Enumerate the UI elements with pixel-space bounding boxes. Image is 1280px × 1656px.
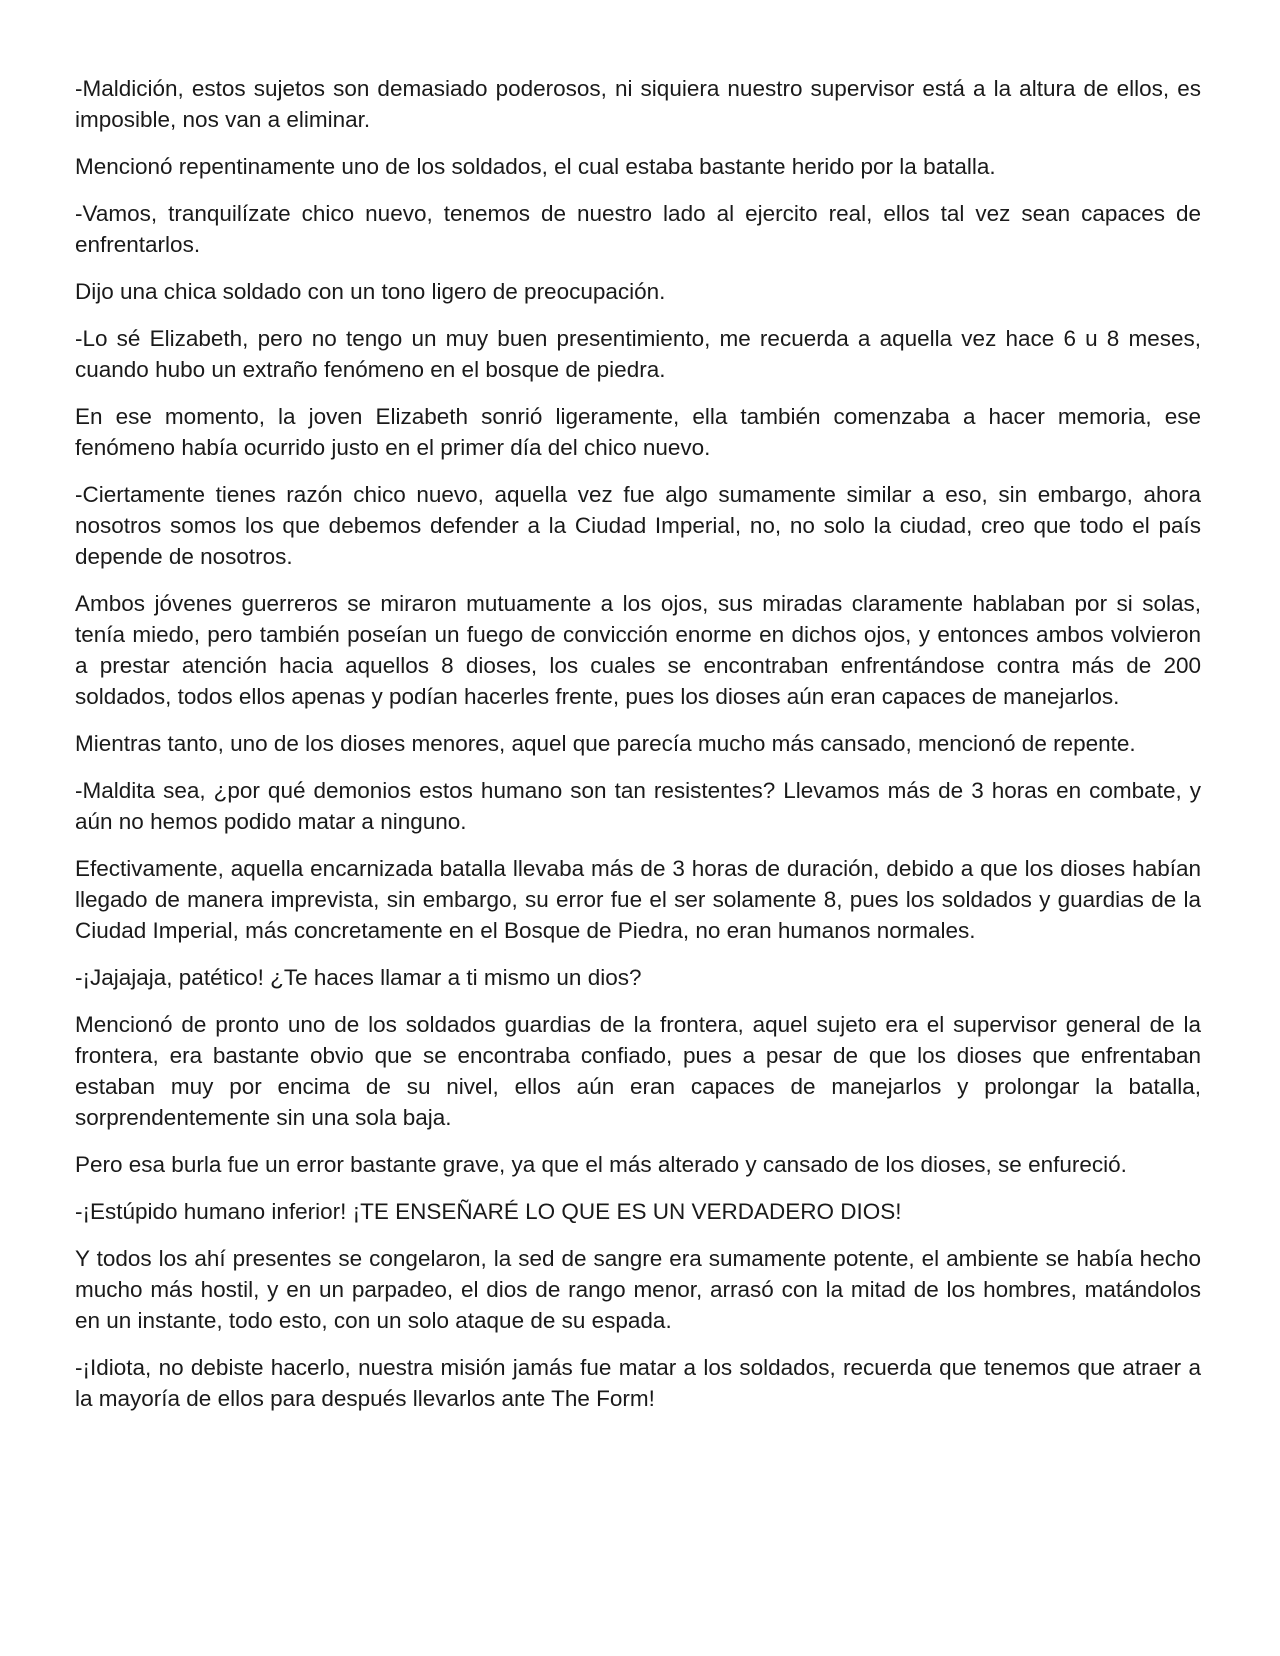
paragraph: Efectivamente, aquella encarnizada batalla llevaba más de 3 horas de duración, debido a que los dioses habían llegado de manera imprevista, sin embargo, su error fue el ser solamente 8, pues los soldados y guardias de la Ciudad Imperial, más concretamente en el Bosque de Piedra, no eran humanos normales. xyxy=(75,856,1201,943)
paragraph: -¡Idiota, no debiste hacerlo, nuestra misión jamás fue matar a los soldados, recuerda que tenemos que atraer a la mayoría de ellos para después llevarlos ante The Form! xyxy=(75,1355,1201,1411)
paragraph: -Maldita sea, ¿por qué demonios estos humano son tan resistentes? Llevamos más de 3 horas en combate, y aún no hemos podido matar a ninguno. xyxy=(75,778,1201,834)
paragraph: Dijo una chica soldado con un tono ligero de preocupación. xyxy=(75,279,666,304)
paragraph: Pero esa burla fue un error bastante grave, ya que el más alterado y cansado de los dioses, se enfureció. xyxy=(75,1152,1127,1177)
paragraph: -Lo sé Elizabeth, pero no tengo un muy buen presentimiento, me recuerda a aquella vez hace 6 u 8 meses, cuando hubo un extraño fenómeno en el bosque de piedra. xyxy=(75,326,1201,382)
paragraph: Mientras tanto, uno de los dioses menores, aquel que parecía mucho más cansado, mencionó de repente. xyxy=(75,731,1136,756)
paragraph: -Maldición, estos sujetos son demasiado poderosos, ni siquiera nuestro supervisor está a la altura de ellos, es imposible, nos van a eliminar. xyxy=(75,76,1201,132)
paragraph: -¡Estúpido humano inferior! ¡TE ENSEÑARÉ LO QUE ES UN VERDADERO DIOS! xyxy=(75,1199,902,1224)
paragraph: Mencionó repentinamente uno de los soldados, el cual estaba bastante herido por la batalla. xyxy=(75,154,996,179)
paragraph: -Ciertamente tienes razón chico nuevo, aquella vez fue algo sumamente similar a eso, sin embargo, ahora nosotros somos los que debemos defender a la Ciudad Imperial, no, no solo la ciudad, creo que todo el país depende de nosotros. xyxy=(75,482,1201,569)
paragraph: Ambos jóvenes guerreros se miraron mutuamente a los ojos, sus miradas claramente hablaban por si solas, tenía miedo, pero también poseían un fuego de convicción enorme en dichos ojos, y entonces ambos volvieron a prestar atención hacia aquellos 8 dioses, los cuales se encontraban enfrentándose contra más de 200 soldados, todos ellos apenas y podían hacerles frente, pues los dioses aún eran capaces de manejarlos. xyxy=(75,591,1201,709)
paragraph: Y todos los ahí presentes se congelaron, la sed de sangre era sumamente potente, el ambiente se había hecho mucho más hostil, y en un parpadeo, el dios de rango menor, arrasó con la mitad de los hombres, matándolos en un instante, todo esto, con un solo ataque de su espada. xyxy=(75,1246,1201,1333)
paragraph: -¡Jajajaja, patético! ¿Te haces llamar a ti mismo un dios? xyxy=(75,965,642,990)
paragraph: En ese momento, la joven Elizabeth sonrió ligeramente, ella también comenzaba a hacer memoria, ese fenómeno había ocurrido justo en el primer día del chico nuevo. xyxy=(75,404,1201,460)
document-body xyxy=(75,73,1201,1430)
paragraph: Mencionó de pronto uno de los soldados guardias de la frontera, aquel sujeto era el supervisor general de la frontera, era bastante obvio que se encontraba confiado, pues a pesar de que los dioses que enfrentaban estaban muy por encima de su nivel, ellos aún eran capaces de manejarlos y prolongar la batalla, sorprendentemente sin una sola baja. xyxy=(75,1012,1201,1130)
paragraph: -Vamos, tranquilízate chico nuevo, tenemos de nuestro lado al ejercito real, ellos tal vez sean capaces de enfrentarlos. xyxy=(75,201,1201,257)
